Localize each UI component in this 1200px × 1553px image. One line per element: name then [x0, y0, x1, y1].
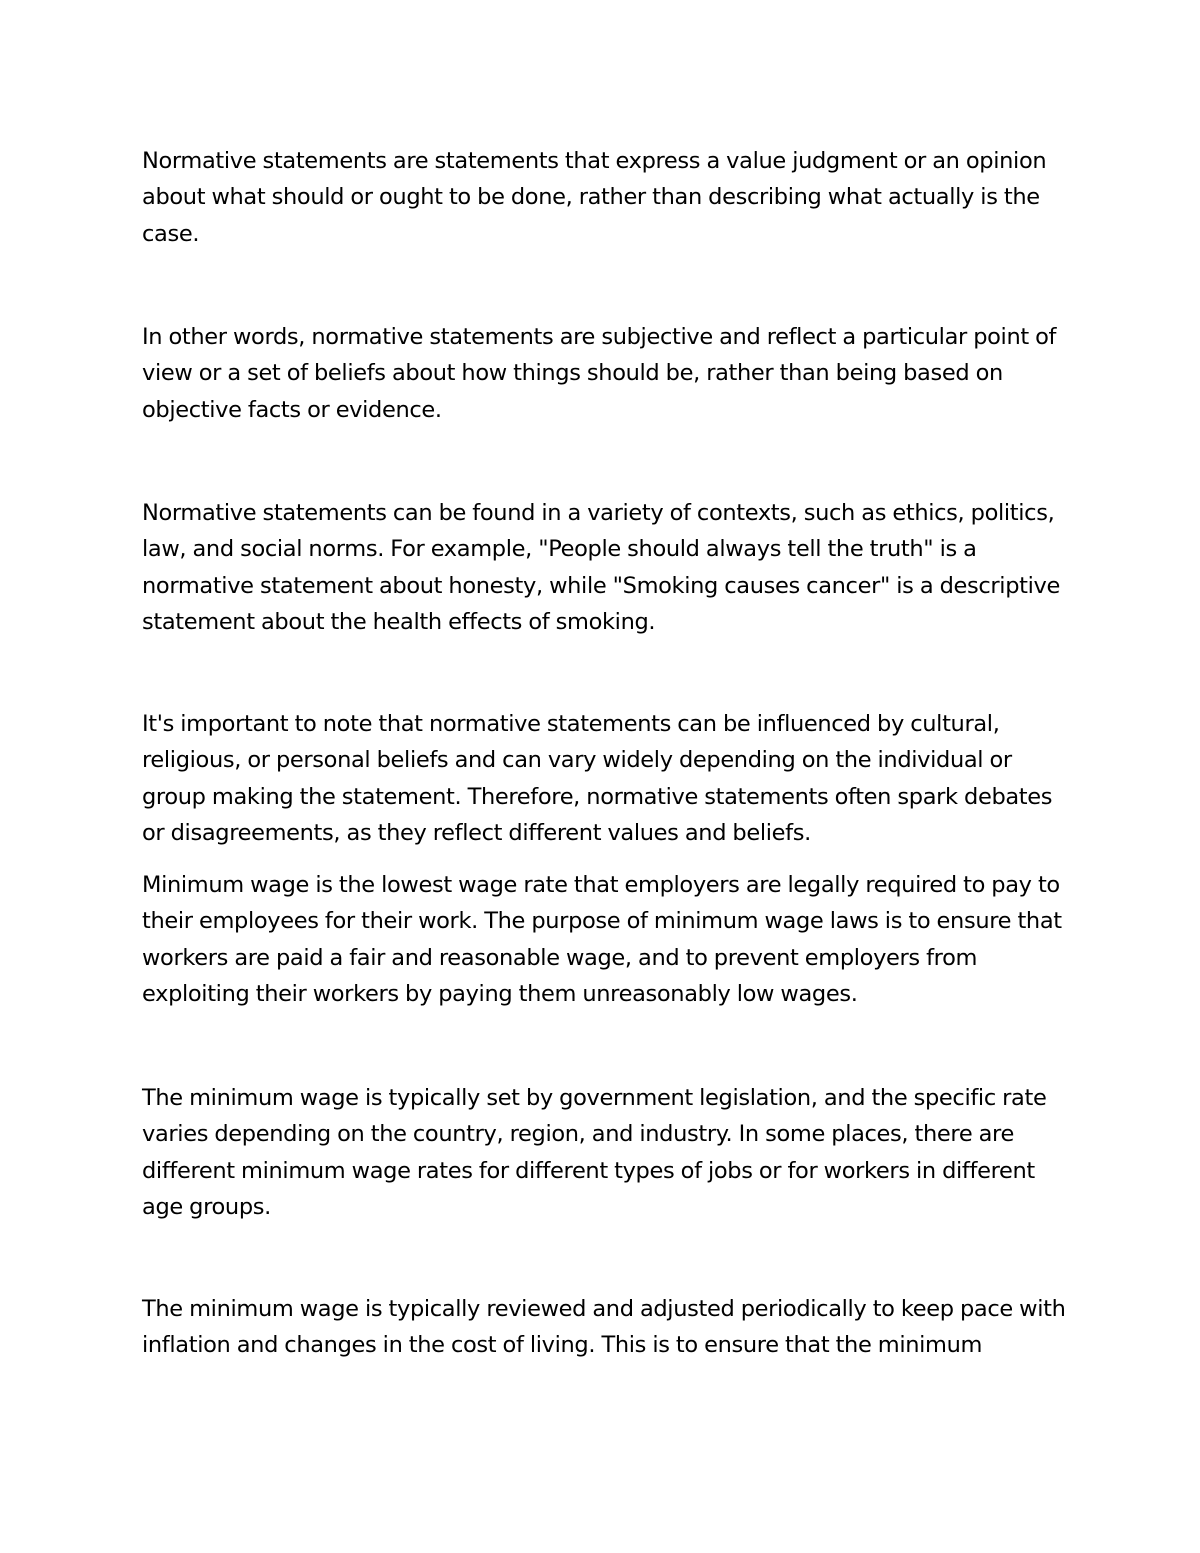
paragraph-normative-definition: Normative statements are statements that express a value judgment or an opinion about what should or ought to be done, rather than describing what actually is the case.	[142, 148, 1047, 247]
paragraph-minimum-wage-legislation: The minimum wage is typically set by government legislation, and the specific rate varies depending on the country, region, and industry. In some places, there are different minimum wage rates for different types of jobs or for workers in different age groups.	[142, 1085, 1047, 1221]
paragraph-influences: It's important to note that normative statements can be influenced by cultural, religious, or personal beliefs and can vary widely depending on the individual or group making the statement. Therefore, normative statements often spark debates or disagreements, as they reflect different values and beliefs.	[142, 711, 1053, 847]
paragraph-minimum-wage-adjustment: The minimum wage is typically reviewed and adjusted periodically to keep pace with inflation and changes in the cost of living. This is to ensure that the minimum	[142, 1296, 1066, 1359]
paragraph-contexts-examples: Normative statements can be found in a variety of contexts, such as ethics, politics, law, and social norms. For example, "People should always tell the truth" is a normative statement about honesty, while "Smoking causes cancer" is a descriptive statement about the health effects of smoking.	[142, 500, 1060, 636]
paragraph-subjective: In other words, normative statements are subjective and reflect a particular point of view or a set of beliefs about how things should be, rather than being based on objective facts or evidence.	[142, 324, 1057, 423]
paragraph-minimum-wage-definition: Minimum wage is the lowest wage rate that employers are legally required to pay to their employees for their work. The purpose of minimum wage laws is to ensure that workers are paid a fair and reasonable wage, and to prevent employers from exploiting their workers by paying them unreasonably low wages.	[142, 872, 1062, 1008]
